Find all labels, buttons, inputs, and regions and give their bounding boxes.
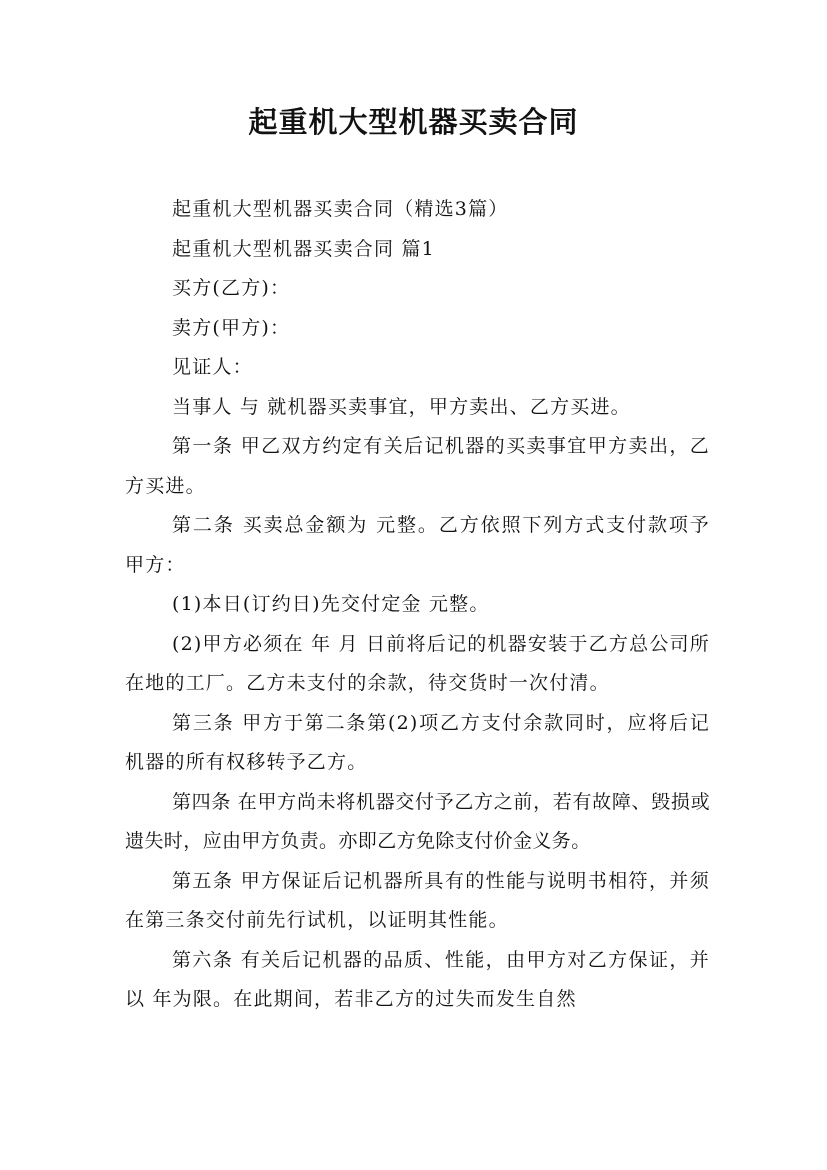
paragraph-parties: 当事人 与 就机器买卖事宜，甲方卖出、乙方买进。 — [172, 395, 631, 418]
paragraph-article-2: 第二条 买卖总金额为 元整。乙方依照下列方式支付款项予甲方： — [125, 514, 710, 576]
paragraph-subtitle: 起重机大型机器买卖合同（精选3篇） — [172, 198, 509, 220]
paragraph-seller: 卖方(甲方)： — [172, 316, 291, 339]
paragraph-article-6: 第六条 有关后记机器的品质、性能，由甲方对乙方保证，并以 年为限。在此期间，若非乙方的过失而发生自然 — [125, 948, 710, 1010]
paragraph-article-2-item-2: (2)甲方必须在 年 月 日前将后记的机器安装于乙方总公司所在地的工厂。乙方未支付的余款，待交货时一次付清。 — [125, 632, 710, 694]
paragraph-article-3: 第三条 甲方于第二条第(2)项乙方支付余款同时，应将后记机器的所有权移转予乙方。 — [125, 711, 710, 773]
document-body — [125, 190, 710, 1020]
paragraph-article-5: 第五条 甲方保证后记机器所具有的性能与说明书相符，并须在第三条交付前先行试机，以证明其性能。 — [125, 869, 710, 931]
paragraph-buyer: 买方(乙方)： — [172, 277, 291, 299]
paragraph-witness: 见证人： — [172, 356, 253, 378]
paragraph-article-1: 第一条 甲乙双方约定有关后记机器的买卖事宜甲方卖出，乙方买进。 — [125, 435, 710, 497]
paragraph-section-heading: 起重机大型机器买卖合同 篇1 — [172, 237, 435, 260]
document-title: 起重机大型机器买卖合同 — [248, 105, 579, 139]
paragraph-article-2-item-1: (1)本日(订约日)先交付定金 元整。 — [172, 593, 490, 615]
paragraph-article-4: 第四条 在甲方尚未将机器交付予乙方之前，若有故障、毁损或遗失时，应由甲方负责。亦即乙方免除支付价金义务。 — [125, 790, 710, 852]
